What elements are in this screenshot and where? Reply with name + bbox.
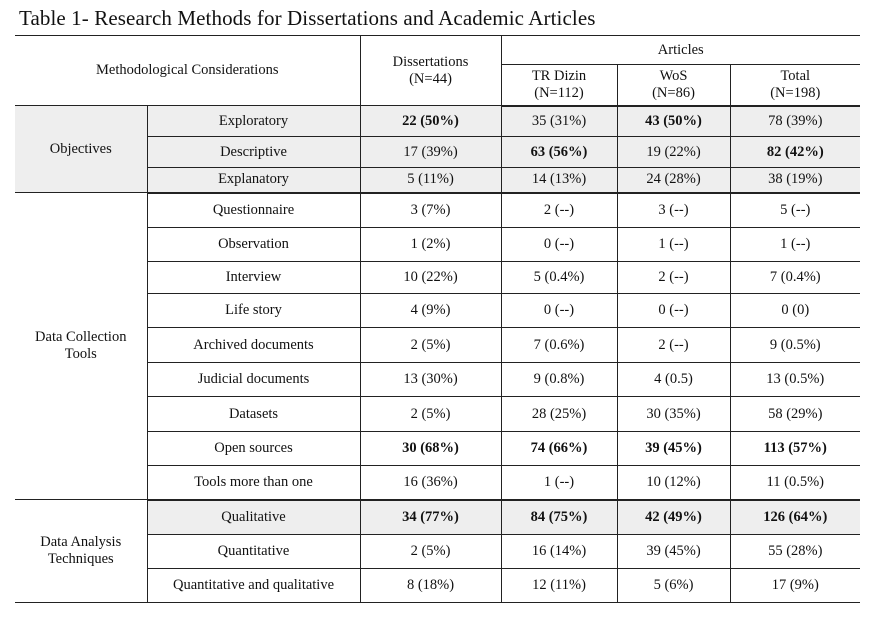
cell-dissertations: 2 (5%) <box>360 328 501 363</box>
row-label: Explanatory <box>147 168 360 193</box>
cell-wos: 5 (6%) <box>617 569 730 603</box>
cell-total: 55 (28%) <box>730 535 860 569</box>
bold-value: 42 (49%) <box>645 508 702 525</box>
cell-total <box>730 432 860 466</box>
cell-total: 38 (19%) <box>730 168 860 193</box>
table-row <box>15 193 860 228</box>
cell-wos <box>617 106 730 137</box>
group-name-line1: Data Analysis <box>40 534 122 550</box>
bold-value: 30 (68%) <box>402 440 459 456</box>
row-label: Interview <box>147 262 360 294</box>
row-label: Open sources <box>147 432 360 466</box>
cell-dissertations <box>360 432 501 466</box>
row-label: Quantitative <box>147 535 360 569</box>
cell-trdizin: 28 (25%) <box>501 397 617 432</box>
group-name-line2: Techniques <box>47 551 114 567</box>
cell-trdizin <box>501 137 617 168</box>
header-total-n: (N=198) <box>770 84 821 101</box>
cell-dissertations <box>360 106 501 137</box>
header-wos-n: (N=86) <box>652 84 695 101</box>
bold-value: 126 (64%) <box>763 508 828 525</box>
bold-value: 34 (77%) <box>402 508 459 525</box>
cell-trdizin: 0 (--) <box>501 294 617 328</box>
header-total-label: Total <box>780 67 811 84</box>
cell-wos: 19 (22%) <box>617 137 730 168</box>
cell-dissertations: 8 (18%) <box>360 569 501 603</box>
cell-wos: 4 (0.5) <box>617 363 730 397</box>
cell-total: 17 (9%) <box>730 569 860 603</box>
cell-dissertations: 4 (9%) <box>360 294 501 328</box>
cell-dissertations: 13 (30%) <box>360 363 501 397</box>
cell-trdizin: 16 (14%) <box>501 535 617 569</box>
header-articles: Articles <box>501 36 860 65</box>
cell-trdizin: 14 (13%) <box>501 168 617 193</box>
cell-dissertations: 1 (2%) <box>360 228 501 262</box>
cell-total: 0 (0) <box>730 294 860 328</box>
cell-total: 58 (29%) <box>730 397 860 432</box>
cell-wos: 1 (--) <box>617 228 730 262</box>
cell-dissertations <box>360 500 501 535</box>
cell-dissertations: 16 (36%) <box>360 466 501 500</box>
cell-dissertations: 3 (7%) <box>360 193 501 228</box>
cell-wos: 39 (45%) <box>617 535 730 569</box>
bold-value: 84 (75%) <box>530 508 588 525</box>
bold-value: 63 (56%) <box>530 143 588 160</box>
group-name-line2: Tools <box>64 346 97 362</box>
cell-total <box>730 137 860 168</box>
group-objectives: Objectives <box>15 106 147 193</box>
cell-wos: 0 (--) <box>617 294 730 328</box>
cell-total: 78 (39%) <box>730 106 860 137</box>
header-dissertations-n: (N=44) <box>409 70 452 87</box>
cell-trdizin: 9 (0.8%) <box>501 363 617 397</box>
row-label: Questionnaire <box>147 193 360 228</box>
bold-value: 82 (42%) <box>766 143 824 160</box>
cell-trdizin <box>501 432 617 466</box>
row-label: Quantitative and qualitative <box>147 569 360 603</box>
row-label: Descriptive <box>147 137 360 168</box>
row-label: Archived documents <box>147 328 360 363</box>
cell-trdizin: 0 (--) <box>501 228 617 262</box>
cell-wos: 24 (28%) <box>617 168 730 193</box>
cell-wos <box>617 500 730 535</box>
row-label: Observation <box>147 228 360 262</box>
header-trdizin-n: (N=112) <box>534 84 584 101</box>
bold-value: 22 (50%) <box>402 112 459 129</box>
header-dissertations-label: Dissertations <box>392 53 469 70</box>
group-data-analysis-techniques <box>15 500 147 603</box>
group-data-collection-tools <box>15 193 147 500</box>
cell-total: 11 (0.5%) <box>730 466 860 500</box>
cell-total: 9 (0.5%) <box>730 328 860 363</box>
row-label: Tools more than one <box>147 466 360 500</box>
cell-total: 13 (0.5%) <box>730 363 860 397</box>
header-wos-label: WoS <box>659 67 688 84</box>
cell-dissertations: 17 (39%) <box>360 137 501 168</box>
cell-total: 1 (--) <box>730 228 860 262</box>
row-label: Judicial documents <box>147 363 360 397</box>
header-row-1 <box>15 36 860 65</box>
bold-value: 113 (57%) <box>763 440 827 456</box>
research-methods-table <box>15 35 860 603</box>
header-dissertations <box>360 36 501 106</box>
cell-wos: 2 (--) <box>617 328 730 363</box>
cell-trdizin: 7 (0.6%) <box>501 328 617 363</box>
header-total <box>730 65 860 106</box>
cell-wos: 3 (--) <box>617 193 730 228</box>
header-considerations: Methodological Considerations <box>15 36 360 106</box>
cell-trdizin: 1 (--) <box>501 466 617 500</box>
table-row <box>15 500 860 535</box>
cell-dissertations: 2 (5%) <box>360 535 501 569</box>
bold-value: 74 (66%) <box>530 440 588 456</box>
bold-value: 43 (50%) <box>645 112 702 129</box>
header-trdizin-label: TR Dizin <box>531 67 587 84</box>
table-title: Table 1- Research Methods for Dissertations and Academic Articles <box>19 6 596 30</box>
cell-total: 7 (0.4%) <box>730 262 860 294</box>
cell-trdizin: 5 (0.4%) <box>501 262 617 294</box>
row-label: Qualitative <box>147 500 360 535</box>
bold-value: 39 (45%) <box>645 440 702 456</box>
cell-wos: 30 (35%) <box>617 397 730 432</box>
cell-trdizin: 2 (--) <box>501 193 617 228</box>
row-label: Exploratory <box>147 106 360 137</box>
cell-dissertations: 2 (5%) <box>360 397 501 432</box>
cell-dissertations: 10 (22%) <box>360 262 501 294</box>
row-label: Life story <box>147 294 360 328</box>
header-trdizin <box>501 65 617 106</box>
cell-wos: 2 (--) <box>617 262 730 294</box>
group-name-line1: Data Collection <box>35 329 127 345</box>
cell-wos: 10 (12%) <box>617 466 730 500</box>
cell-trdizin: 35 (31%) <box>501 106 617 137</box>
cell-total: 5 (--) <box>730 193 860 228</box>
cell-trdizin: 12 (11%) <box>501 569 617 603</box>
cell-dissertations: 5 (11%) <box>360 168 501 193</box>
cell-trdizin <box>501 500 617 535</box>
cell-total <box>730 500 860 535</box>
table-row <box>15 106 860 137</box>
row-label: Datasets <box>147 397 360 432</box>
cell-wos <box>617 432 730 466</box>
header-wos <box>617 65 730 106</box>
